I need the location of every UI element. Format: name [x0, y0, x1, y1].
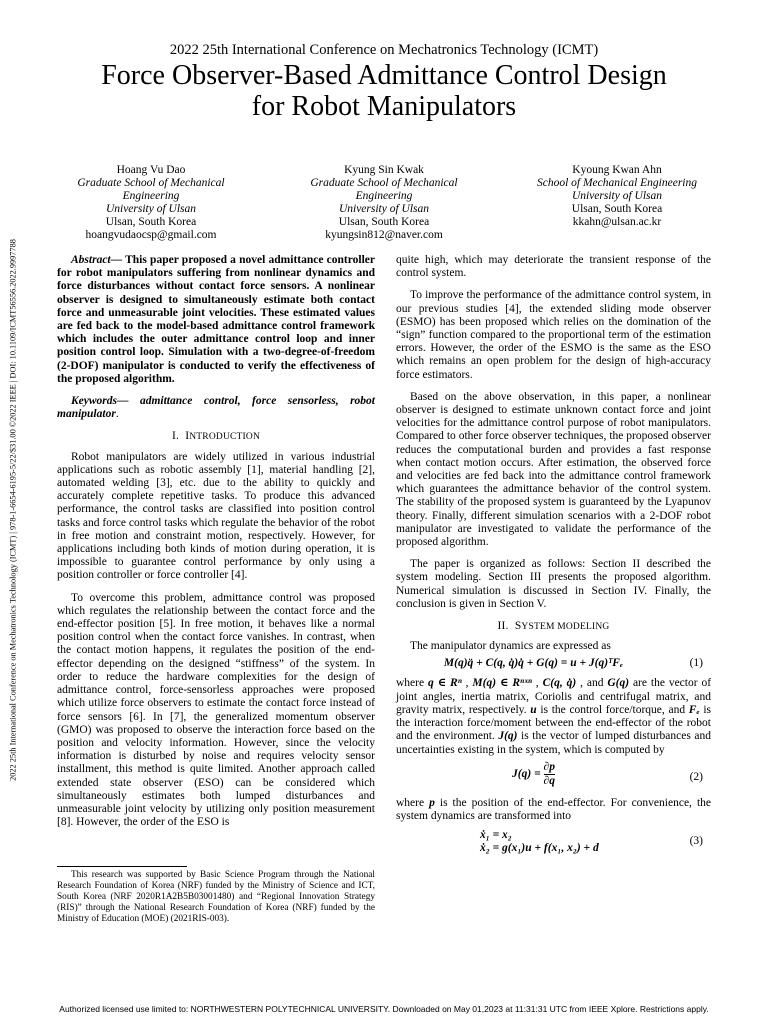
author-name: Hoang Vu Dao: [116, 164, 186, 176]
equation-3-line-1: ẋ₁ = x₂: [480, 829, 512, 842]
keywords-text: admittance control, force sensorless, robot manipulator: [57, 395, 375, 421]
equation-2-denominator: ∂q: [543, 774, 555, 787]
equation-3-number: (3): [689, 835, 703, 848]
author-location: Ulsan, South Korea: [338, 216, 430, 228]
right-paragraph-1: To improve the performance of the admittance control system, in our previous studies [4], the extended sliding mode observer (ESMO) has been proposed which relies on the domination of the “sign” function compared to the proportional term of the estimation errors. However, the order of the ESMO is the same as the ESO which remains an open problem for the design of high-accuracy force estimators.: [396, 289, 711, 381]
author-email[interactable]: kyungsin812@naver.com: [325, 229, 443, 241]
abstract-text: This paper proposed a novel admittance controller for robot manipulators suffering from nonlinear dynamics and force disturbances without contact force sensors. A nonlinear observer is designed to simultaneously estimate both contact force and unmeasurable joint velocities. These estimated values are fed back to the model-based admittance control framework which includes the outer admittance control loop and inner position control loop. Simulation with a two-degree-of-freedom (2-DOF) manipulator is conducted to verify the effectiveness of the proposed algorithm.: [57, 254, 375, 385]
author-affiliation: University of Ulsan: [338, 203, 430, 215]
paper-title: [0, 60, 768, 122]
author-affiliation: Graduate School of Mechanical: [77, 177, 225, 189]
footnote: [57, 866, 375, 925]
author-location: Ulsan, South Korea: [571, 203, 663, 215]
section-number: II.: [497, 620, 509, 633]
section-title-initial: I: [185, 430, 190, 443]
author-email[interactable]: hoangvudaocsp@gmail.com: [85, 229, 217, 241]
title-line-1: Force Observer-Based Admittance Control Design: [101, 60, 667, 91]
equation-1: [396, 653, 711, 677]
equation-2-number: (2): [689, 770, 703, 783]
author-location: Ulsan, South Korea: [105, 216, 197, 228]
doi-sidebar: [4, 190, 22, 830]
right-paragraph-5: where q ∈ Rⁿ , M(q) ∈ Rⁿˣⁿ , C(q, q̇) , and G(q) are the vector of joint angles, inertia matrix, Coriolis and centrifugal matrix, and gravity matrix, respectively. u is the control force/torque, and Fₑ is the interaction force/moment between the end-effector of the robot and the environment. J(q) is the vector of lumped disturbances and uncertainties existing in the system, which is computed by: [396, 677, 712, 756]
keywords-end: .: [115, 408, 119, 421]
license-footer: Authorized licensed use limited to: NORTHWESTERN POLYTECHNICAL UNIVERSITY. Downloaded on May 01,2023 at 11:31:31 UTC from IEEE Xplore. Restrictions apply.: [59, 1004, 709, 1014]
section-title-rest: NTRODUCTION: [189, 432, 261, 443]
author-email[interactable]: kkahn@ulsan.ac.kr: [572, 216, 662, 228]
abstract-label: Abstract—: [71, 254, 123, 266]
doi-sidebar-text: 2022 25th International Conference on Mechatronics Technology (ICMT) | 978-1-6654-6195-5/22/$31.00 ©2022 IEEE | DOI: 10.1109/ICMT56556.2022.9997788: [8, 239, 18, 781]
equation-2-body: J(q) = $\frac{\partial p}{\partial q}$: [512, 760, 555, 787]
author-block-2: [279, 164, 489, 242]
symbol-G: G(q): [607, 677, 630, 690]
symbol-M: M(q) ∈ Rⁿˣⁿ: [472, 677, 532, 690]
right-paragraph-2: Based on the above observation, in this paper, a nonlinear observer is designed to estimate unknown contact force and joint velocities for the admittance control purpose of robot manipulators. Compared to other force observer techniques, the proposed observer reduces the computational burden and provides a fast response when contact motion occurs. After estimation, the observed force and velocities are fed back into the admittance control framework which guarantees the admittance behavior of the control system. The stability of the proposed system is guaranteed by the Lyapunov theory. Finally, different simulation scenarios with a 2-DOF robot manipulator are investigated to validate the performance of the proposed algorithm.: [396, 390, 711, 549]
equation-2-numerator: ∂p: [543, 760, 555, 773]
author-affiliation: University of Ulsan: [571, 190, 663, 202]
author-block-3: [512, 164, 722, 229]
footnote-rule: [57, 866, 187, 867]
footnote-text: This research was supported by Basic Science Program through the National Research Foundation of Korea (NRF) funded by the Ministry of Science and ICT, South Korea (NRF 2020R1A2B5B03001480) and “Regional Innovation Strategy (RIS)” through the National Research Foundation of Korea (NRF) funded by the Ministry of Education (MOE) (2021RIS-003).: [57, 870, 375, 924]
author-affiliation: Engineering: [355, 190, 413, 202]
abstract: [57, 254, 375, 386]
symbol-q: q ∈ Rⁿ: [428, 677, 462, 690]
right-column: [396, 254, 711, 863]
section-title-rest: MODELING: [557, 622, 610, 633]
equation-3: [396, 823, 711, 863]
symbol-J: J(q): [498, 730, 518, 743]
author-block-1: [46, 164, 256, 242]
equation-3-body: [480, 829, 599, 855]
author-affiliation: Graduate School of Mechanical: [310, 177, 458, 189]
conference-header: 2022 25th International Conference on Mechatronics Technology (ICMT): [169, 42, 599, 58]
title-line-2: for Robot Manipulators: [251, 91, 517, 122]
equation-1-number: (1): [689, 657, 703, 670]
right-paragraph-4: The manipulator dynamics are expressed as: [410, 640, 611, 653]
keywords: [57, 395, 375, 421]
keywords-label: Keywords—: [71, 395, 129, 408]
section-heading-system-modeling: [396, 620, 711, 634]
intro-paragraph-2: To overcome this problem, admittance control was proposed which regulates the relationship between the contact force and the end-effector position [5]. In free motion, it behaves like a normal position control when the contact force vanishes. In contrast, when the contact motion happens, it regulates the position of the end-effector depending on the designed “stiffness” of the system. In order to reduce the hardware complexities for the design of admittance control, force-sensorless approaches were proposed which utilize force observers to estimate the contact force instead of force sensors [6]. In [7], the generalized momentum observer (GMO) was proposed to observe the interaction force based on the position and velocity information. However, since the velocity information is disturbed by noise and requires velocity sensor installment, this method is quite limited. Another approach called extended state observer (ESO) can be considered which simultaneously estimates both lumped disturbances and unmeasurable joint velocity by utilizing only position measurement [8]. However, the order of the ESO is: [57, 591, 375, 829]
author-affiliation: Engineering: [122, 190, 180, 202]
equation-2: [396, 757, 711, 797]
symbol-u: u: [530, 703, 537, 716]
author-affiliation: School of Mechanical Engineering: [536, 177, 697, 189]
symbol-C: C(q, q̇): [542, 677, 577, 690]
equation-1-body: M(q)q̈ + C(q, q̇)q̇ + G(q) = u + J(q)ᵀFₑ: [443, 657, 624, 670]
section-heading-introduction: [57, 430, 375, 444]
author-name: Kyung Sin Kwak: [344, 164, 424, 176]
symbol-F: Fₑ: [688, 703, 700, 716]
right-paragraph-3: The paper is organized as follows: Section II described the system modeling. Section III presents the proposed algorithm. Numerical simulation is discussed in Section IV. Finally, the conclusion is given in Section V.: [396, 558, 711, 610]
intro-paragraph-1: Robot manipulators are widely utilized in various industrial applications such as robotic assembly [1], material handling [2], automated welding [3], etc. due to the ability to quickly and accurately complete repetitive tasks. To produce this advanced performance, the control tasks are classified into position control tasks and force control tasks which regulate the behavior of the robot in free motion and constraint motion, respectively. However, for applications including both kinds of motion during operation, it is impossible to guarantee control performance by only using a position controller or force controller [4].: [57, 450, 375, 582]
section-title-initial: S: [514, 620, 522, 633]
equation-3-line-2: ẋ₂ = g(x₁)u + f(x₁, x₂) + d: [480, 842, 599, 855]
author-affiliation: University of Ulsan: [105, 203, 197, 215]
right-paragraph-6: where p is the position of the end-effector. For convenience, the system dynamics are transformed into: [396, 796, 711, 822]
section-number: I.: [171, 430, 180, 443]
continued-paragraph: quite high, which may deteriorate the transient response of the control system.: [396, 254, 711, 280]
author-name: Kyoung Kwan Ahn: [572, 164, 662, 176]
symbol-p: p: [429, 796, 435, 809]
section-title-rest: YSTEM: [521, 622, 558, 633]
left-column: [57, 254, 375, 829]
